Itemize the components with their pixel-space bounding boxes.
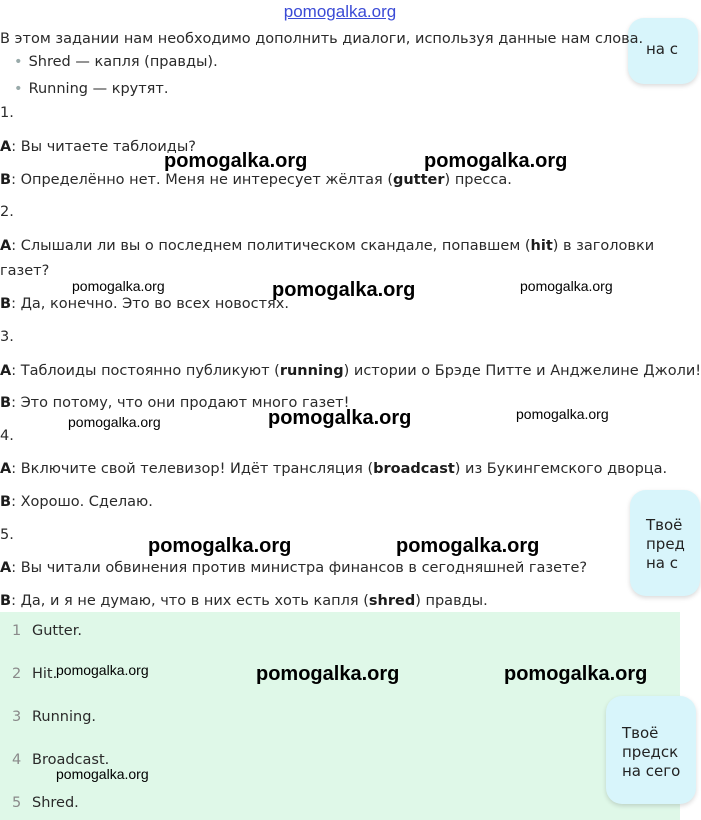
line-text: ) истории о Брэде Питте и Анджелине Джоли! [343,363,701,379]
watermark: pomogalka.org [516,406,609,422]
watermark: pomogalka.org [148,535,292,557]
line-text: ) правды. [415,593,488,609]
answer-number: 2 [12,666,22,682]
bubble-text: Твоё [646,516,683,534]
watermark: pomogalka.org [56,766,149,782]
dialog-number: 2. [0,204,14,220]
bullet-text: Shred — капля (правды). [28,54,218,70]
line-text: ) из Букингемского дворца. [454,461,668,477]
line-text: Таблоиды постоянно публикуют ( [20,363,280,379]
speaker-b: B [0,395,12,411]
answer-text: Hit. [32,666,58,682]
dialog-line-a-cont: газет? [0,263,50,279]
line-text: Да, и я не думаю, что в них есть хоть капля ( [20,593,369,609]
line-text: ) в заголовки [552,238,655,254]
answer-word: hit [530,238,553,254]
watermark: pomogalka.org [268,407,412,429]
bubble-text: пред [646,535,685,553]
bubble-text: на сего [622,762,681,780]
bubble-text: на с [646,40,679,58]
dialog-line-a: A: Слышали ли вы о последнем политическом скандале, попавшем (hit) в заголовки [0,238,655,254]
answer-number: 1 [12,623,22,639]
line-text: Да, конечно. Это во всех новостях. [20,296,289,312]
speaker-b: B [0,296,12,312]
line-text: Включите свой телевизор! Идёт трансляция ( [20,461,374,477]
intro-text: В этом задании нам необходимо дополнить диалоги, используя данные нам слова. [0,31,644,47]
watermark: pomogalka.org [72,278,165,294]
watermark: pomogalka.org [504,663,648,685]
watermark: pomogalka.org [424,150,568,172]
answer-number: 4 [12,752,22,768]
answer-text: Running. [32,709,97,725]
watermark: pomogalka.org [256,663,400,685]
list-item [14,81,168,97]
dialog-number: 1. [0,105,14,121]
watermark: pomogalka.org [520,278,613,294]
speaker-a: A [0,461,12,477]
bubble-text: Твоё [622,724,659,742]
watermark: pomogalka.org [56,662,149,678]
answer-number: 3 [12,709,22,725]
dialog-number: 3. [0,329,14,345]
dialog-line-b: B: Это потому, что они продают много газет! [0,395,350,411]
answer-word: broadcast [373,461,455,477]
answer-number: 5 [12,795,22,811]
speaker-a: A [0,139,12,155]
bullet-text: Running — крутят. [28,81,169,97]
answer-text: Broadcast. [32,752,110,768]
dialog-line-a: A: Вы читаете таблоиды? [0,139,196,155]
bullet-icon: • [14,54,23,70]
watermark: pomogalka.org [272,279,416,301]
bubble-text: предск [622,743,679,761]
answer-text: Gutter. [32,623,82,639]
answer-word: gutter [392,172,445,188]
dialog-line-a: A: Вы читали обвинения против министра финансов в сегодняшней газете? [0,560,588,576]
answer-text: Shred. [32,795,79,811]
line-text: Это потому, что они продают много газет! [20,395,350,411]
dialog-line-a: A: Таблоиды постоянно публикуют (running) истории о Брэде Питте и Анджелине Джоли! [0,363,701,379]
line-text: Хорошо. Сделаю. [20,494,153,510]
speaker-b: B [0,172,12,188]
prediction-bubble-middle[interactable] [630,490,700,596]
watermark: pomogalka.org [396,535,540,557]
dialog-number: 5. [0,527,14,543]
speaker-a: A [0,238,12,254]
line-text: Вы читаете таблоиды? [20,139,196,155]
answers-panel [0,612,680,820]
dialog-line-a: A: Включите свой телевизор! Идёт трансляция (broadcast) из Букингемского дворца. [0,461,668,477]
speaker-a: A [0,560,12,576]
site-header-link[interactable]: pomogalka.org [283,2,397,21]
line-text: ) пресса. [444,172,512,188]
dialog-line-b: B: Хорошо. Сделаю. [0,494,153,510]
speaker-a: A [0,363,12,379]
line-text: Слышали ли вы о последнем политическом скандале, попавшем ( [20,238,531,254]
speaker-b: B [0,593,12,609]
answer-word: running [279,363,344,379]
bubble-text: на с [646,554,679,572]
line-text: Вы читали обвинения против министра финансов в сегодняшней газете? [20,560,588,576]
watermark: pomogalka.org [68,414,161,430]
watermark: pomogalka.org [164,150,308,172]
bullet-icon: • [14,81,23,97]
dialog-line-b: B: Да, и я не думаю, что в них есть хоть капля (shred) правды. [0,593,488,609]
line-text: Определённо нет. Меня не интересует жёлтая ( [20,172,393,188]
prediction-bubble-bottom[interactable] [606,696,696,804]
answer-word: shred [368,593,416,609]
prediction-bubble-top[interactable] [628,18,698,84]
list-item [14,54,218,70]
dialog-line-b: B: Да, конечно. Это во всех новостях. [0,296,289,312]
dialog-number: 4. [0,428,14,444]
speaker-b: B [0,494,12,510]
dialog-line-b: B: Определённо нет. Меня не интересует жёлтая (gutter) пресса. [0,172,512,188]
